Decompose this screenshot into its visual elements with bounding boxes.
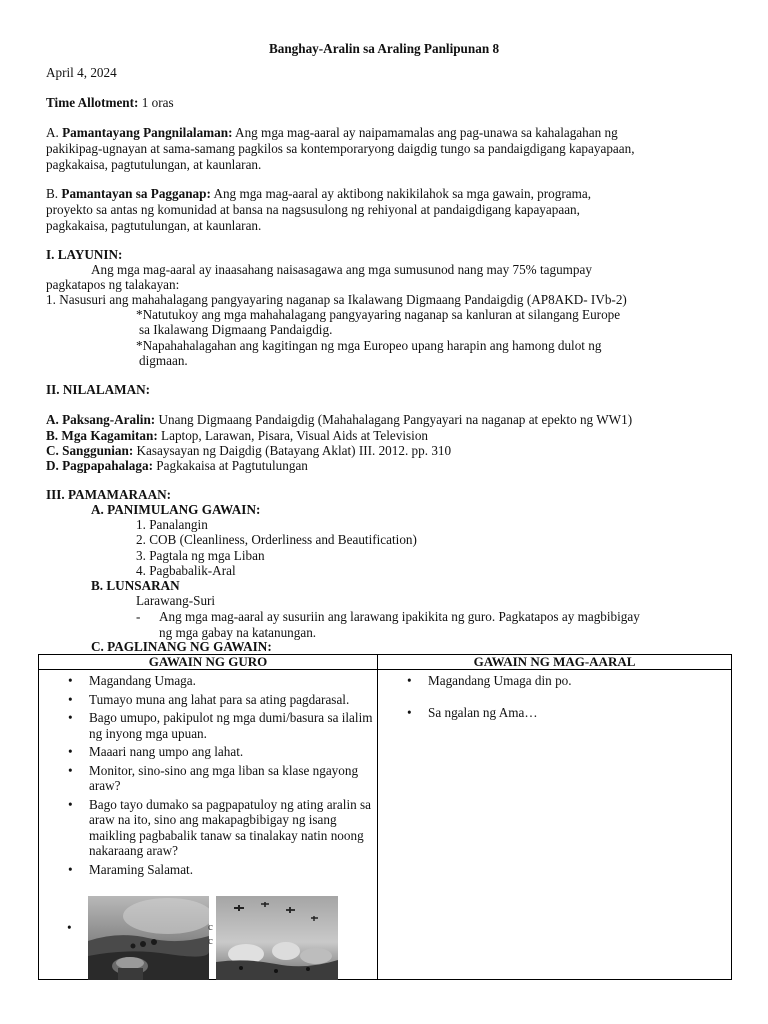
text-line: sa Ikalawang Digmaang Pandaigdig. bbox=[139, 322, 333, 337]
list-item: • Maraming Salamat. bbox=[39, 862, 377, 878]
larawang-suri: Larawang-Suri bbox=[136, 593, 216, 608]
paksang-aralin bbox=[46, 412, 632, 428]
text-line: Ang mga mag-aaral ay susuriin ang larawang ipakikita ng guro. Pagkatapos ay magbibigay bbox=[159, 609, 640, 624]
text-line: Ang mga mag-aaral ay inaasahang naisasagawa ang mga sumusunod nang may 75% tagumpay bbox=[91, 262, 592, 277]
pamantayang-pangnilalaman bbox=[46, 125, 618, 141]
pagpapahalaga bbox=[46, 458, 308, 474]
section-letter: B. bbox=[46, 186, 62, 201]
student-activity-list bbox=[378, 673, 731, 720]
list-item: • Bago tayo dumako sa pagpapatuloy ng ating aralin sa araw na ito, sino ang makapagbibigay ng isang maikling pagbabalik tanaw sa tinalakay natin noong nakaraang araw? bbox=[39, 797, 377, 859]
list-item: • Bago umupo, pakipulot ng mga dumi/basura sa ilalim ng inyong mga upuan. bbox=[39, 710, 377, 741]
list-item: • Sa ngalan ng Ama… bbox=[378, 705, 731, 721]
procedure-item: 4. Pagbabalik-Aral bbox=[136, 563, 236, 578]
procedure-item: 3. Pagtala ng mga Liban bbox=[136, 548, 265, 563]
objective-subitem: *Napahahalagahan ang kagitingan ng mga Europeo upang harapin ang hamong dulot ng bbox=[136, 338, 602, 353]
list-item: • Magandang Umaga. bbox=[39, 673, 377, 689]
field-label: B. Mga Kagamitan: bbox=[46, 428, 158, 443]
list-item: • Monitor, sino-sino ang mga liban sa klase ngayong araw? bbox=[39, 763, 377, 794]
text-line: pagkakaisa, pagtutulungan, at kaunlaran. bbox=[46, 157, 262, 172]
field-value: Unang Digmaang Pandaigdig (Mahahalagang Pangyayari na naganap at epekto ng WW1) bbox=[155, 412, 633, 427]
objective-subitem: *Natutukoy ang mga mahahalagang pangyayaring naganap sa kanluran at silangang Europe bbox=[136, 307, 621, 322]
list-item: • Maaari nang umpo ang lahat. bbox=[39, 744, 377, 760]
section-label: Pamantayan sa Pagganap: bbox=[61, 186, 211, 201]
field-value: Pagkakaisa at Pagtutulungan bbox=[152, 458, 308, 473]
header-gawain-ng-guro: GAWAIN NG GURO bbox=[39, 655, 378, 670]
aerial-battle-image bbox=[216, 896, 338, 980]
section-label: Pamantayang Pangnilalaman: bbox=[62, 125, 233, 140]
layunin-heading: I. LAYUNIN: bbox=[46, 247, 123, 262]
trench-soldiers-image bbox=[88, 896, 209, 980]
aerial-battle-photo bbox=[216, 896, 338, 980]
field-value: Laptop, Larawan, Pisara, Visual Aids at Television bbox=[157, 428, 429, 443]
trench-soldiers-photo bbox=[88, 896, 209, 980]
section-text: Ang mga mag-aaral ay aktibong nakikilahok sa mga gawain, programa, bbox=[210, 186, 591, 201]
list-item: • Tumayo muna ang lahat para sa ating pagdarasal. bbox=[39, 692, 377, 708]
procedure-item: 2. COB (Cleanliness, Orderliness and Beautification) bbox=[136, 532, 417, 547]
text-line: pakikipag-ugnayan at sama-samang pagkilos sa kontemporaryong daigdig tungo sa pandaigdigang kapayapaan, bbox=[46, 141, 635, 156]
text-line: proyekto sa antas ng komunidad at bansa na nagsusulong ng rehiyonal at pandaigdigang kapayapaan, bbox=[46, 202, 580, 217]
objective-item: 1. Nasusuri ang mahahalagang pangyayaring naganap sa Ikalawang Digmaang Pandaigdig (AP8AKD- IVb-2) bbox=[46, 292, 627, 307]
student-activity-cell bbox=[378, 670, 732, 980]
time-label: Time Allotment: bbox=[46, 95, 139, 110]
field-label: D. Pagpapahalaga: bbox=[46, 458, 153, 473]
procedure-item: 1. Panalangin bbox=[136, 517, 208, 532]
text-line: digmaan. bbox=[139, 353, 188, 368]
document-title: Banghay-Aralin sa Araling Panlipunan 8 bbox=[268, 41, 500, 56]
field-label: C. Sanggunian: bbox=[46, 443, 134, 458]
panimulang-gawain-heading: A. PANIMULANG GAWAIN: bbox=[91, 502, 261, 517]
list-item: • Magandang Umaga din po. bbox=[378, 673, 731, 689]
obscured-text-fragment: c c bbox=[208, 921, 213, 947]
time-allotment bbox=[46, 95, 174, 111]
text-line: ng mga gabay na katanungan. bbox=[159, 625, 317, 640]
nilalaman-heading: II. NILALAMAN: bbox=[46, 382, 151, 397]
field-label: A. Paksang-Aralin: bbox=[46, 412, 156, 427]
header-gawain-ng-mag-aaral: GAWAIN NG MAG-AARAL bbox=[378, 655, 732, 670]
mga-kagamitan bbox=[46, 428, 428, 444]
sanggunian bbox=[46, 443, 451, 459]
paglinang-heading: C. PAGLINANG NG GAWAIN: bbox=[91, 639, 272, 654]
field-value: Kasaysayan ng Daigdig (Batayang Aklat) III. 2012. pp. 310 bbox=[133, 443, 452, 458]
dash-marker: - bbox=[136, 609, 141, 624]
text-line: pagkatapos ng talakayan: bbox=[46, 277, 180, 292]
pamamaraan-heading: III. PAMAMARAAN: bbox=[46, 487, 172, 502]
time-value: 1 oras bbox=[138, 95, 174, 110]
section-letter: A. bbox=[46, 125, 63, 140]
pamantayan-sa-pagganap bbox=[46, 186, 591, 202]
text-line: pagkakaisa, pagtutulungan, at kaunlaran. bbox=[46, 218, 262, 233]
bullet-marker: • bbox=[67, 920, 72, 935]
table-header-row bbox=[39, 655, 732, 670]
document-date: April 4, 2024 bbox=[46, 65, 117, 80]
lunsaran-heading: B. LUNSARAN bbox=[91, 578, 180, 593]
teacher-activity-list bbox=[39, 673, 377, 877]
section-text: Ang mga mag-aaral ay naipamamalas ang pag-unawa sa kahalagahan ng bbox=[232, 125, 618, 140]
